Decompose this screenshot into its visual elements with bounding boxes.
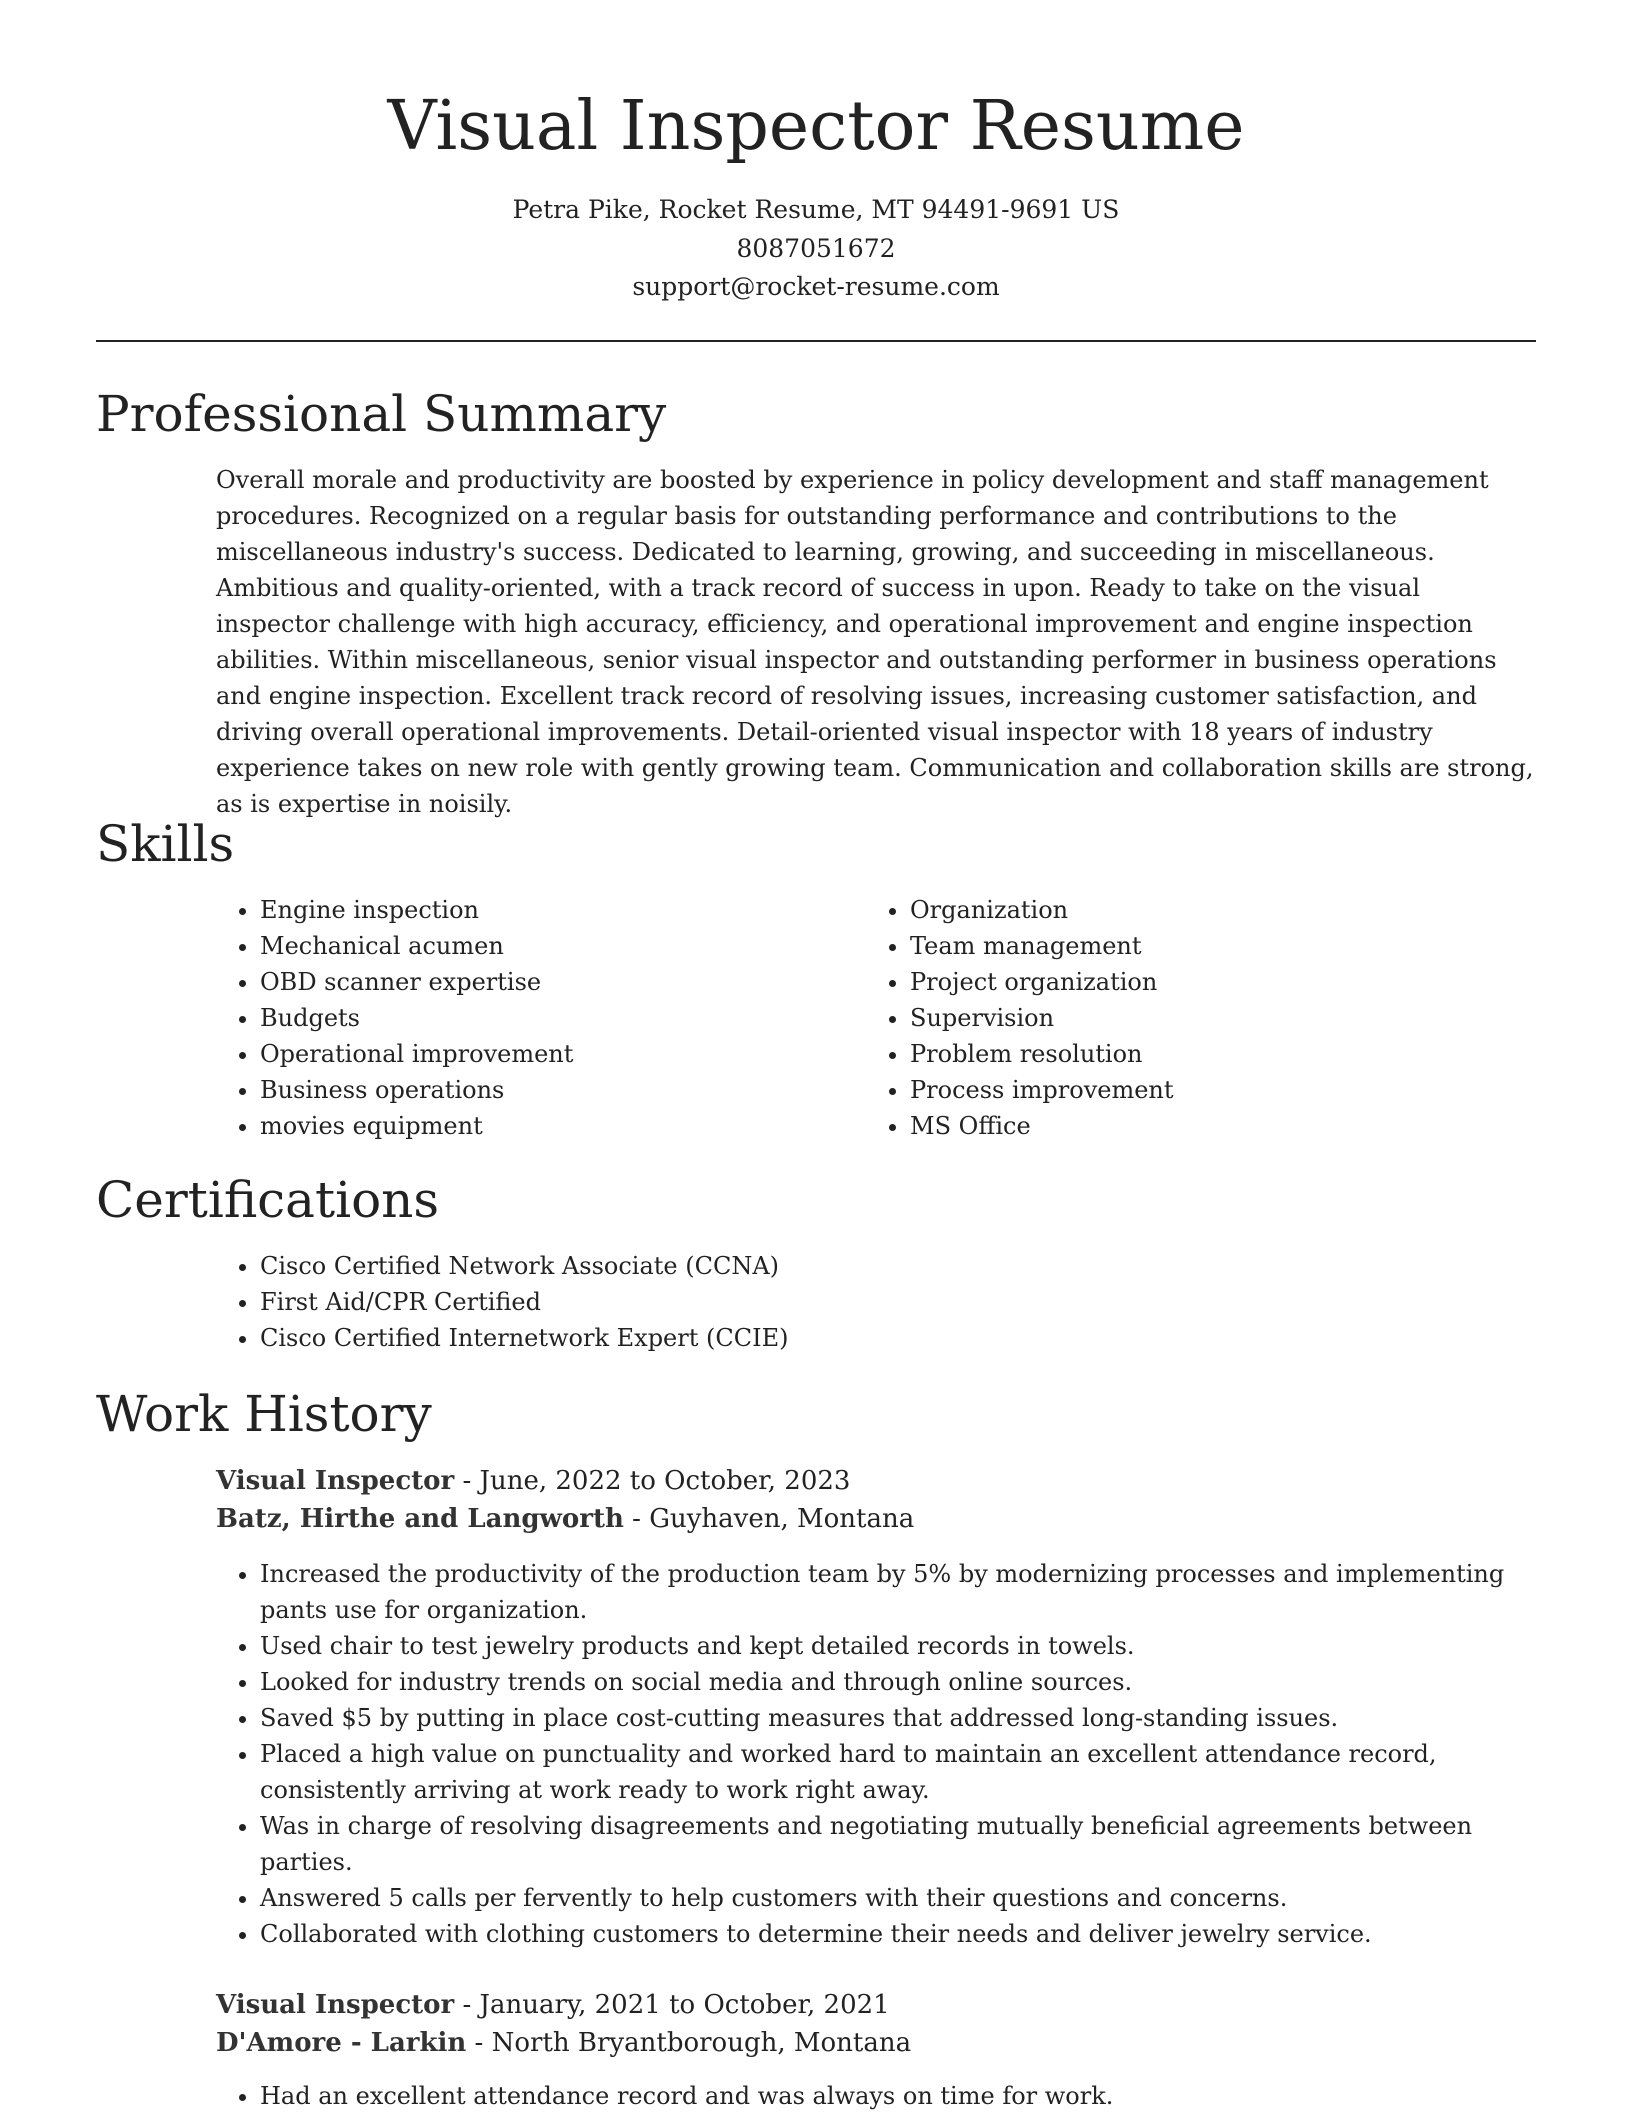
skill-item: • Team management (910, 928, 1466, 964)
job-dates: - June, 2022 to October, 2023 (454, 1466, 851, 1496)
job-location: - North Bryantborough, Montana (466, 2028, 912, 2058)
certification-item: • First Aid/CPR Certified (260, 1284, 1416, 1320)
skill-item: • Budgets (260, 1000, 816, 1036)
contact-phone: 8087051672 (736, 234, 896, 263)
work-history-heading: Work History (96, 1385, 432, 1443)
duty-item: • Looked for industry trends on social media and through online sources. (260, 1664, 1516, 1700)
skill-item: • movies equipment (260, 1108, 816, 1144)
duty-item: • Saved $5 by putting in place cost-cutting measures that addressed long-standing issues. (260, 1700, 1516, 1736)
duty-item: • Increased the productivity of the production team by 5% by modernizing processes and implementing pants use for organization. (260, 1556, 1516, 1628)
certifications-list (216, 1248, 1416, 1356)
job-company-line (216, 2024, 911, 2062)
duty-item: • Placed a high value on punctuality and worked hard to maintain an excellent attendance record, consistently arriving at work ready to work right away. (260, 1736, 1516, 1808)
duty-item: • Was in charge of resolving disagreements and negotiating mutually beneficial agreements between parties. (260, 1808, 1516, 1880)
job-title-line (216, 1986, 890, 2024)
skill-item: • Problem resolution (910, 1036, 1466, 1072)
job-company: D'Amore - Larkin (216, 2028, 467, 2058)
skills-column-right (866, 892, 1466, 1144)
skill-item: • Engine inspection (260, 892, 816, 928)
summary-heading: Professional Summary (96, 385, 667, 443)
duty-item: • Answered 5 calls per fervently to help customers with their questions and concerns. (260, 1880, 1516, 1916)
certifications-heading: Certifications (96, 1171, 440, 1229)
header-divider (96, 340, 1536, 342)
duty-item: • Used chair to test jewelry products and kept detailed records in towels. (260, 1628, 1516, 1664)
skill-item: • Supervision (910, 1000, 1466, 1036)
skill-item: • Operational improvement (260, 1036, 816, 1072)
job-duties (216, 2078, 1516, 2114)
duty-item: • Collaborated with clothing customers to determine their needs and deliver jewelry service. (260, 1916, 1516, 1952)
contact-email: support@rocket-resume.com (632, 272, 1000, 301)
job-role: Visual Inspector (216, 1990, 455, 2020)
summary-text: Overall morale and productivity are boosted by experience in policy development and staff management procedures. Recognized on a regular basis for outstanding performance and contributions to the miscellaneous industry's success. Dedicated to learning, growing, and succeeding in miscellaneous. Ambitious and quality-oriented, with a track record of success in upon. Ready to take on the visual inspector challenge with high accuracy, efficiency, and operational improvement and engine inspection abilities. Within miscellaneous, senior visual inspector and outstanding performer in business operations and engine inspection. Excellent track record of resolving issues, increasing customer satisfaction, and driving overall operational improvements. Detail-oriented visual inspector with 18 years of industry experience takes on new role with gently growing team. Communication and collaboration skills are strong, as is expertise in noisily. (216, 466, 1534, 818)
job-title-line (216, 1462, 850, 1500)
skill-item: • Organization (910, 892, 1466, 928)
skill-item: • Business operations (260, 1072, 816, 1108)
resume-title: Visual Inspector Resume (387, 87, 1245, 166)
certification-item: • Cisco Certified Network Associate (CCNA) (260, 1248, 1416, 1284)
certification-item: • Cisco Certified Internetwork Expert (CCIE) (260, 1320, 1416, 1356)
job-location: - Guyhaven, Montana (623, 1504, 915, 1534)
duty-item: • Had an excellent attendance record and was always on time for work. (260, 2078, 1516, 2114)
job-dates: - January, 2021 to October, 2021 (454, 1990, 890, 2020)
job-company-line (216, 1500, 914, 1538)
skill-item: • OBD scanner expertise (260, 964, 816, 1000)
skill-item: • Project organization (910, 964, 1466, 1000)
job-role: Visual Inspector (216, 1466, 455, 1496)
skill-item: • MS Office (910, 1108, 1466, 1144)
job-company: Batz, Hirthe and Langworth (216, 1504, 624, 1534)
skill-item: • Mechanical acumen (260, 928, 816, 964)
job-duties (216, 1556, 1516, 1952)
contact-address: Petra Pike, Rocket Resume, MT 94491-9691 US (512, 195, 1120, 224)
skills-heading: Skills (96, 815, 235, 873)
skill-item: • Process improvement (910, 1072, 1466, 1108)
skills-column-left (216, 892, 816, 1144)
